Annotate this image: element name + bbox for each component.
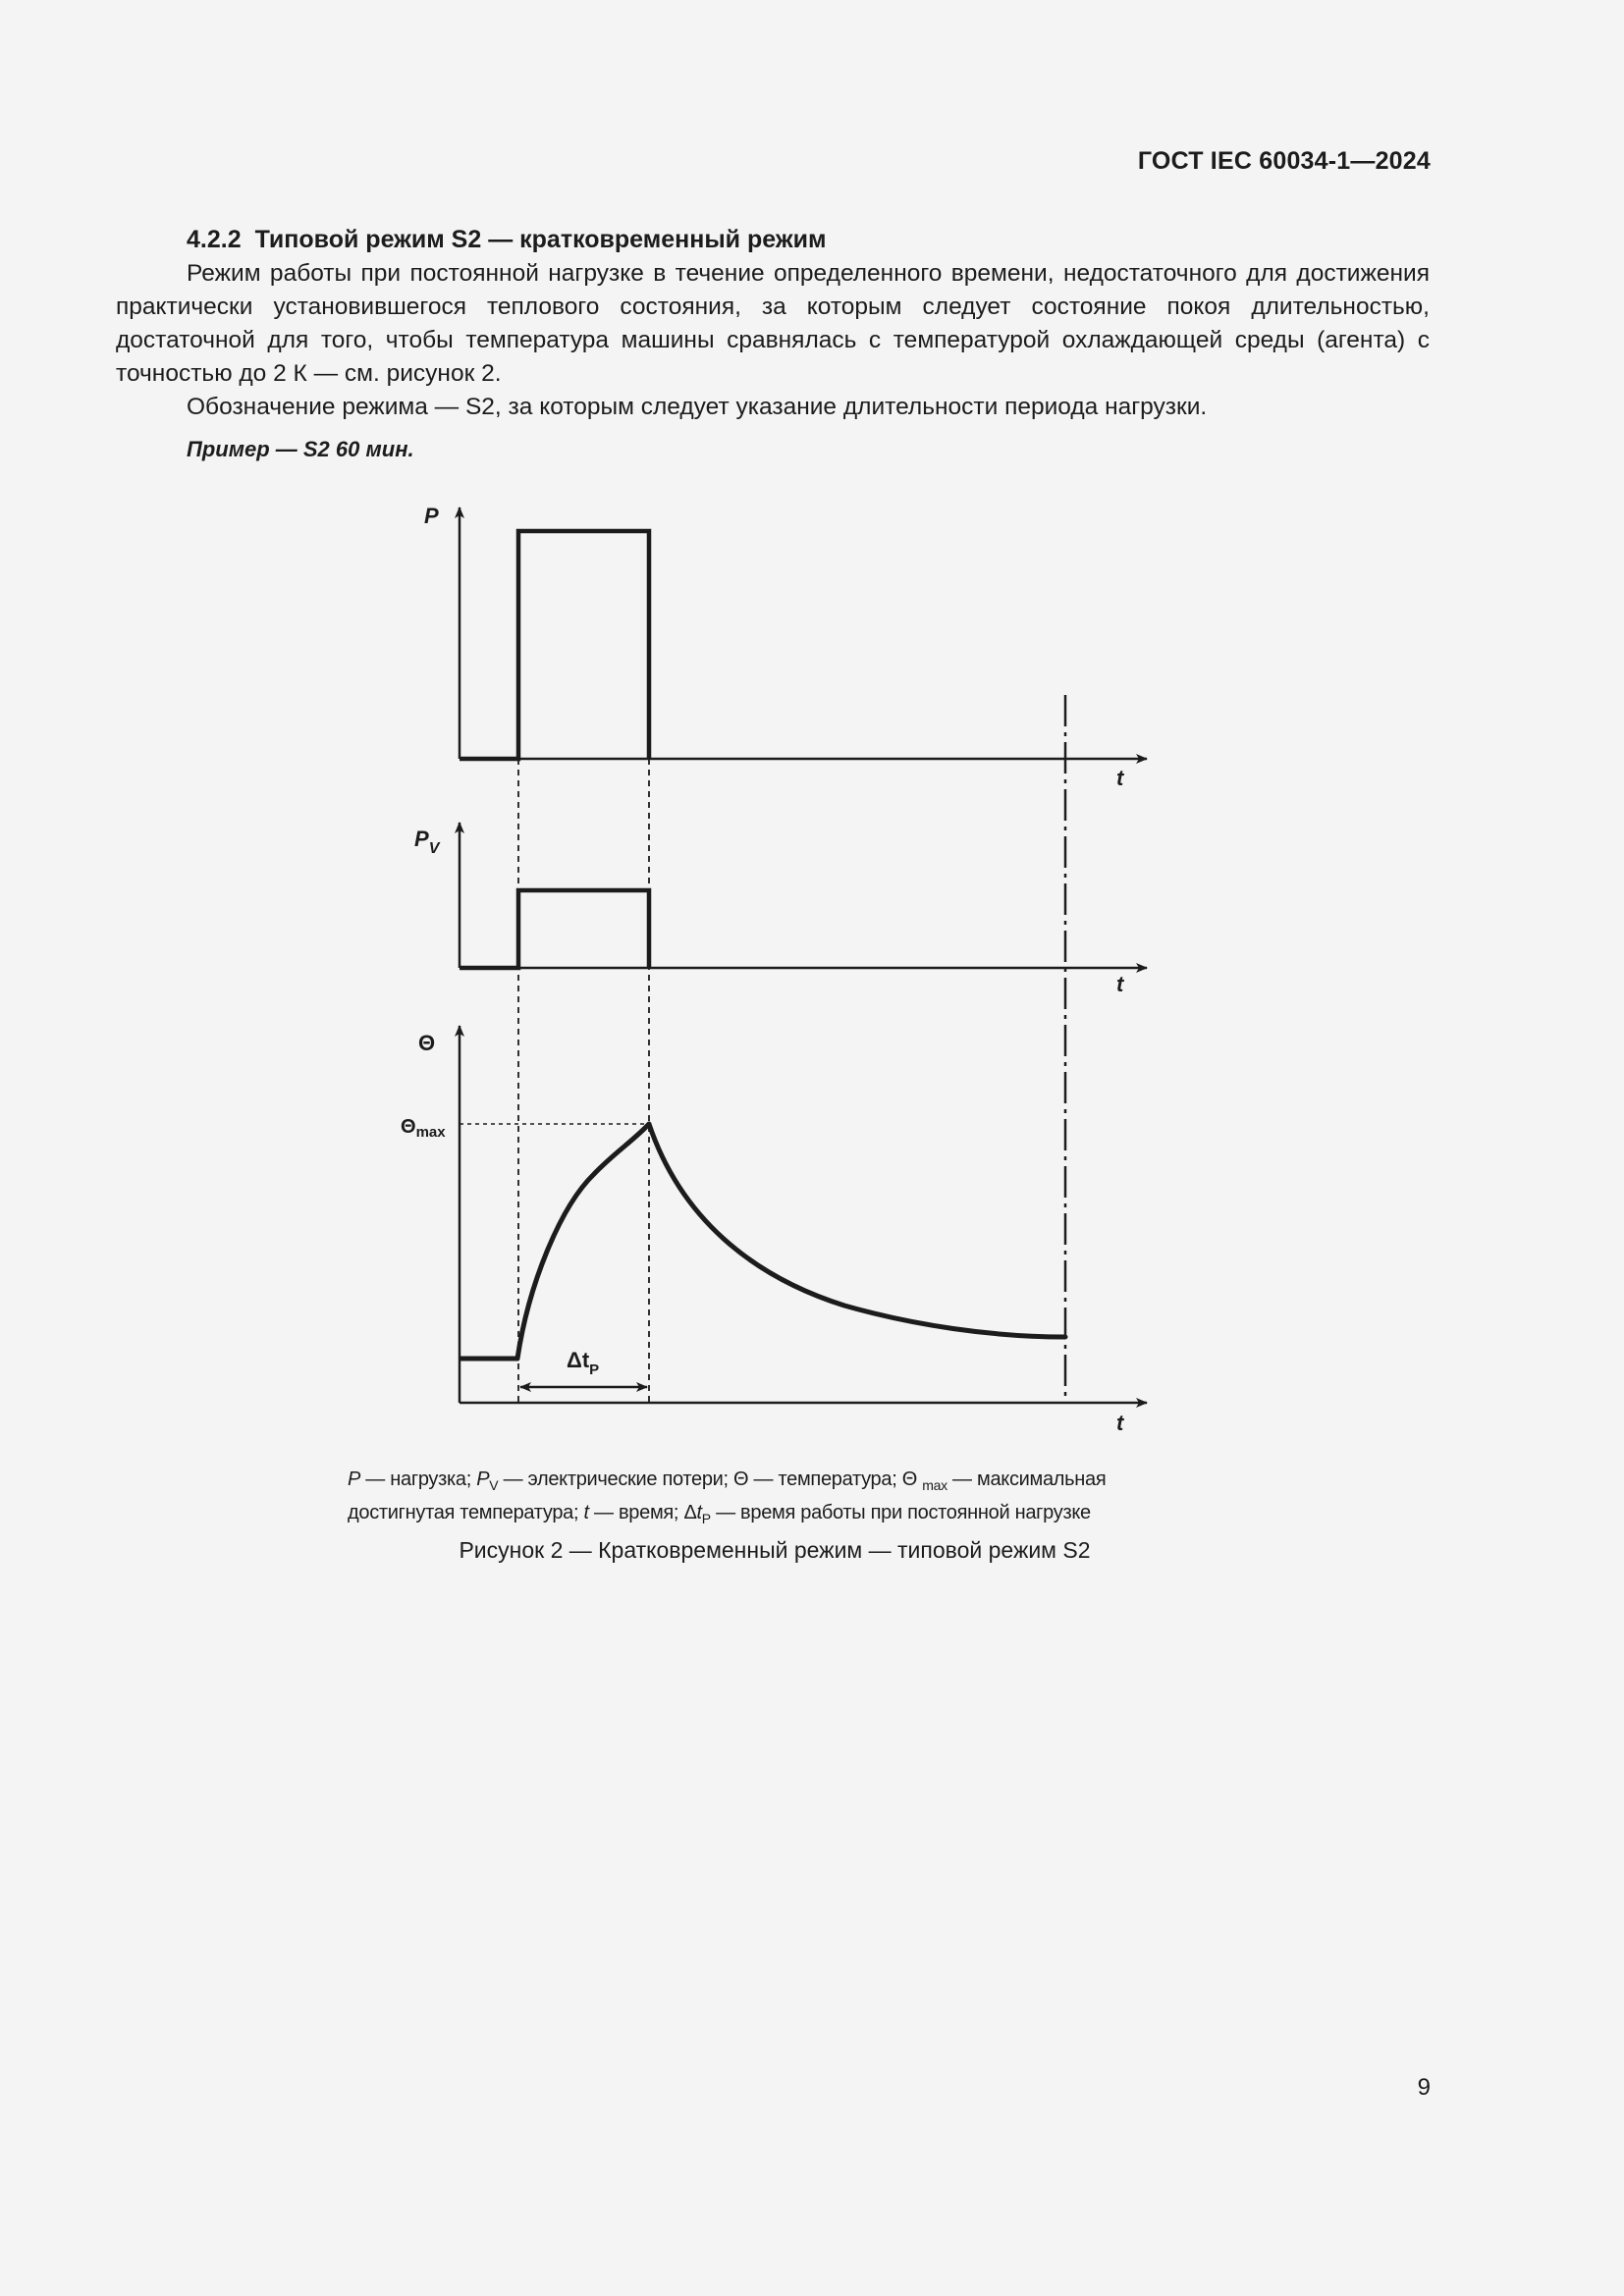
figure-legend <box>348 1466 1212 1532</box>
theta-axis-label: Θ <box>418 1031 436 1055</box>
legend-t-desc: — время; <box>588 1502 684 1523</box>
body-text <box>116 257 1430 424</box>
paragraph-designation: Обозначение режима — S2, за которым следует указание длительности периода нагрузки. <box>187 394 1208 420</box>
legend-pv-symbol: P <box>476 1468 490 1490</box>
load-pulse <box>460 531 649 759</box>
legend-theta-max-desc-cont: достигнутая температура; <box>348 1502 584 1523</box>
legend-pv-desc: — электрические потери; <box>498 1468 734 1490</box>
legend-pv-subscript: V <box>489 1477 499 1493</box>
losses-pulse <box>460 890 649 968</box>
p-axis-label: P <box>424 504 439 528</box>
theta-max-label <box>401 1116 446 1141</box>
pv-axis-subscript: V <box>428 840 440 857</box>
legend-dtp-subscript: P <box>701 1511 711 1526</box>
t-axis-label-1: t <box>1116 766 1124 790</box>
legend-t-symbol: t <box>583 1502 589 1523</box>
figure-caption: Рисунок 2 — Кратковременный режим — типовой режим S2 <box>459 1537 1091 1563</box>
delta-tp-label <box>567 1348 599 1378</box>
section-heading <box>187 226 826 254</box>
legend-dtp-desc: — время работы при постоянной нагрузке <box>710 1502 1091 1523</box>
example-note: Пример — S2 60 мин. <box>187 437 414 461</box>
legend-theta-max-subscript: max <box>922 1477 947 1493</box>
legend-theta-max-desc: — максимальная <box>947 1468 1107 1490</box>
pv-axis-label <box>414 827 441 857</box>
t-axis-label-3: t <box>1116 1411 1124 1435</box>
temperature-curve <box>460 1124 1065 1359</box>
section-title: Типовой режим S2 — кратковременный режим <box>254 226 827 253</box>
pv-axis-symbol: P <box>414 827 429 851</box>
legend-dtp-t: t <box>696 1502 702 1523</box>
document-header: ГОСТ IEC 60034-1—2024 <box>1137 147 1431 175</box>
legend-theta-max-symbol: Θ <box>901 1468 923 1490</box>
legend-theta-desc: Θ — температура; <box>733 1468 902 1490</box>
delta-tp-subscript: P <box>589 1362 600 1378</box>
t-axis-label-2: t <box>1116 972 1124 996</box>
legend-p-symbol: P <box>348 1468 361 1490</box>
theta-max-subscript: max <box>415 1124 446 1141</box>
section-number: 4.2.2 <box>187 226 242 253</box>
delta-tp-symbol: Δt <box>567 1348 590 1372</box>
theta-max-symbol: Θ <box>401 1116 416 1138</box>
legend-p-desc: — нагрузка; <box>360 1468 477 1490</box>
page-number: 9 <box>1417 2074 1431 2101</box>
legend-dtp-delta: Δ <box>683 1502 697 1523</box>
legend-line-1 <box>348 1466 1212 1499</box>
legend-line-2 <box>348 1499 1212 1532</box>
paragraph-definition: Режим работы при постоянной нагрузке в течение определенного времени, недостаточного для достижения практически установившегося теплового состояния, за которым следует состояние покоя длительностью, достаточной для того, чтобы температура машины сравнялась с температурой охлаждающей среды (агента) с точностью до 2 К — см. рисунок 2. <box>116 260 1430 387</box>
